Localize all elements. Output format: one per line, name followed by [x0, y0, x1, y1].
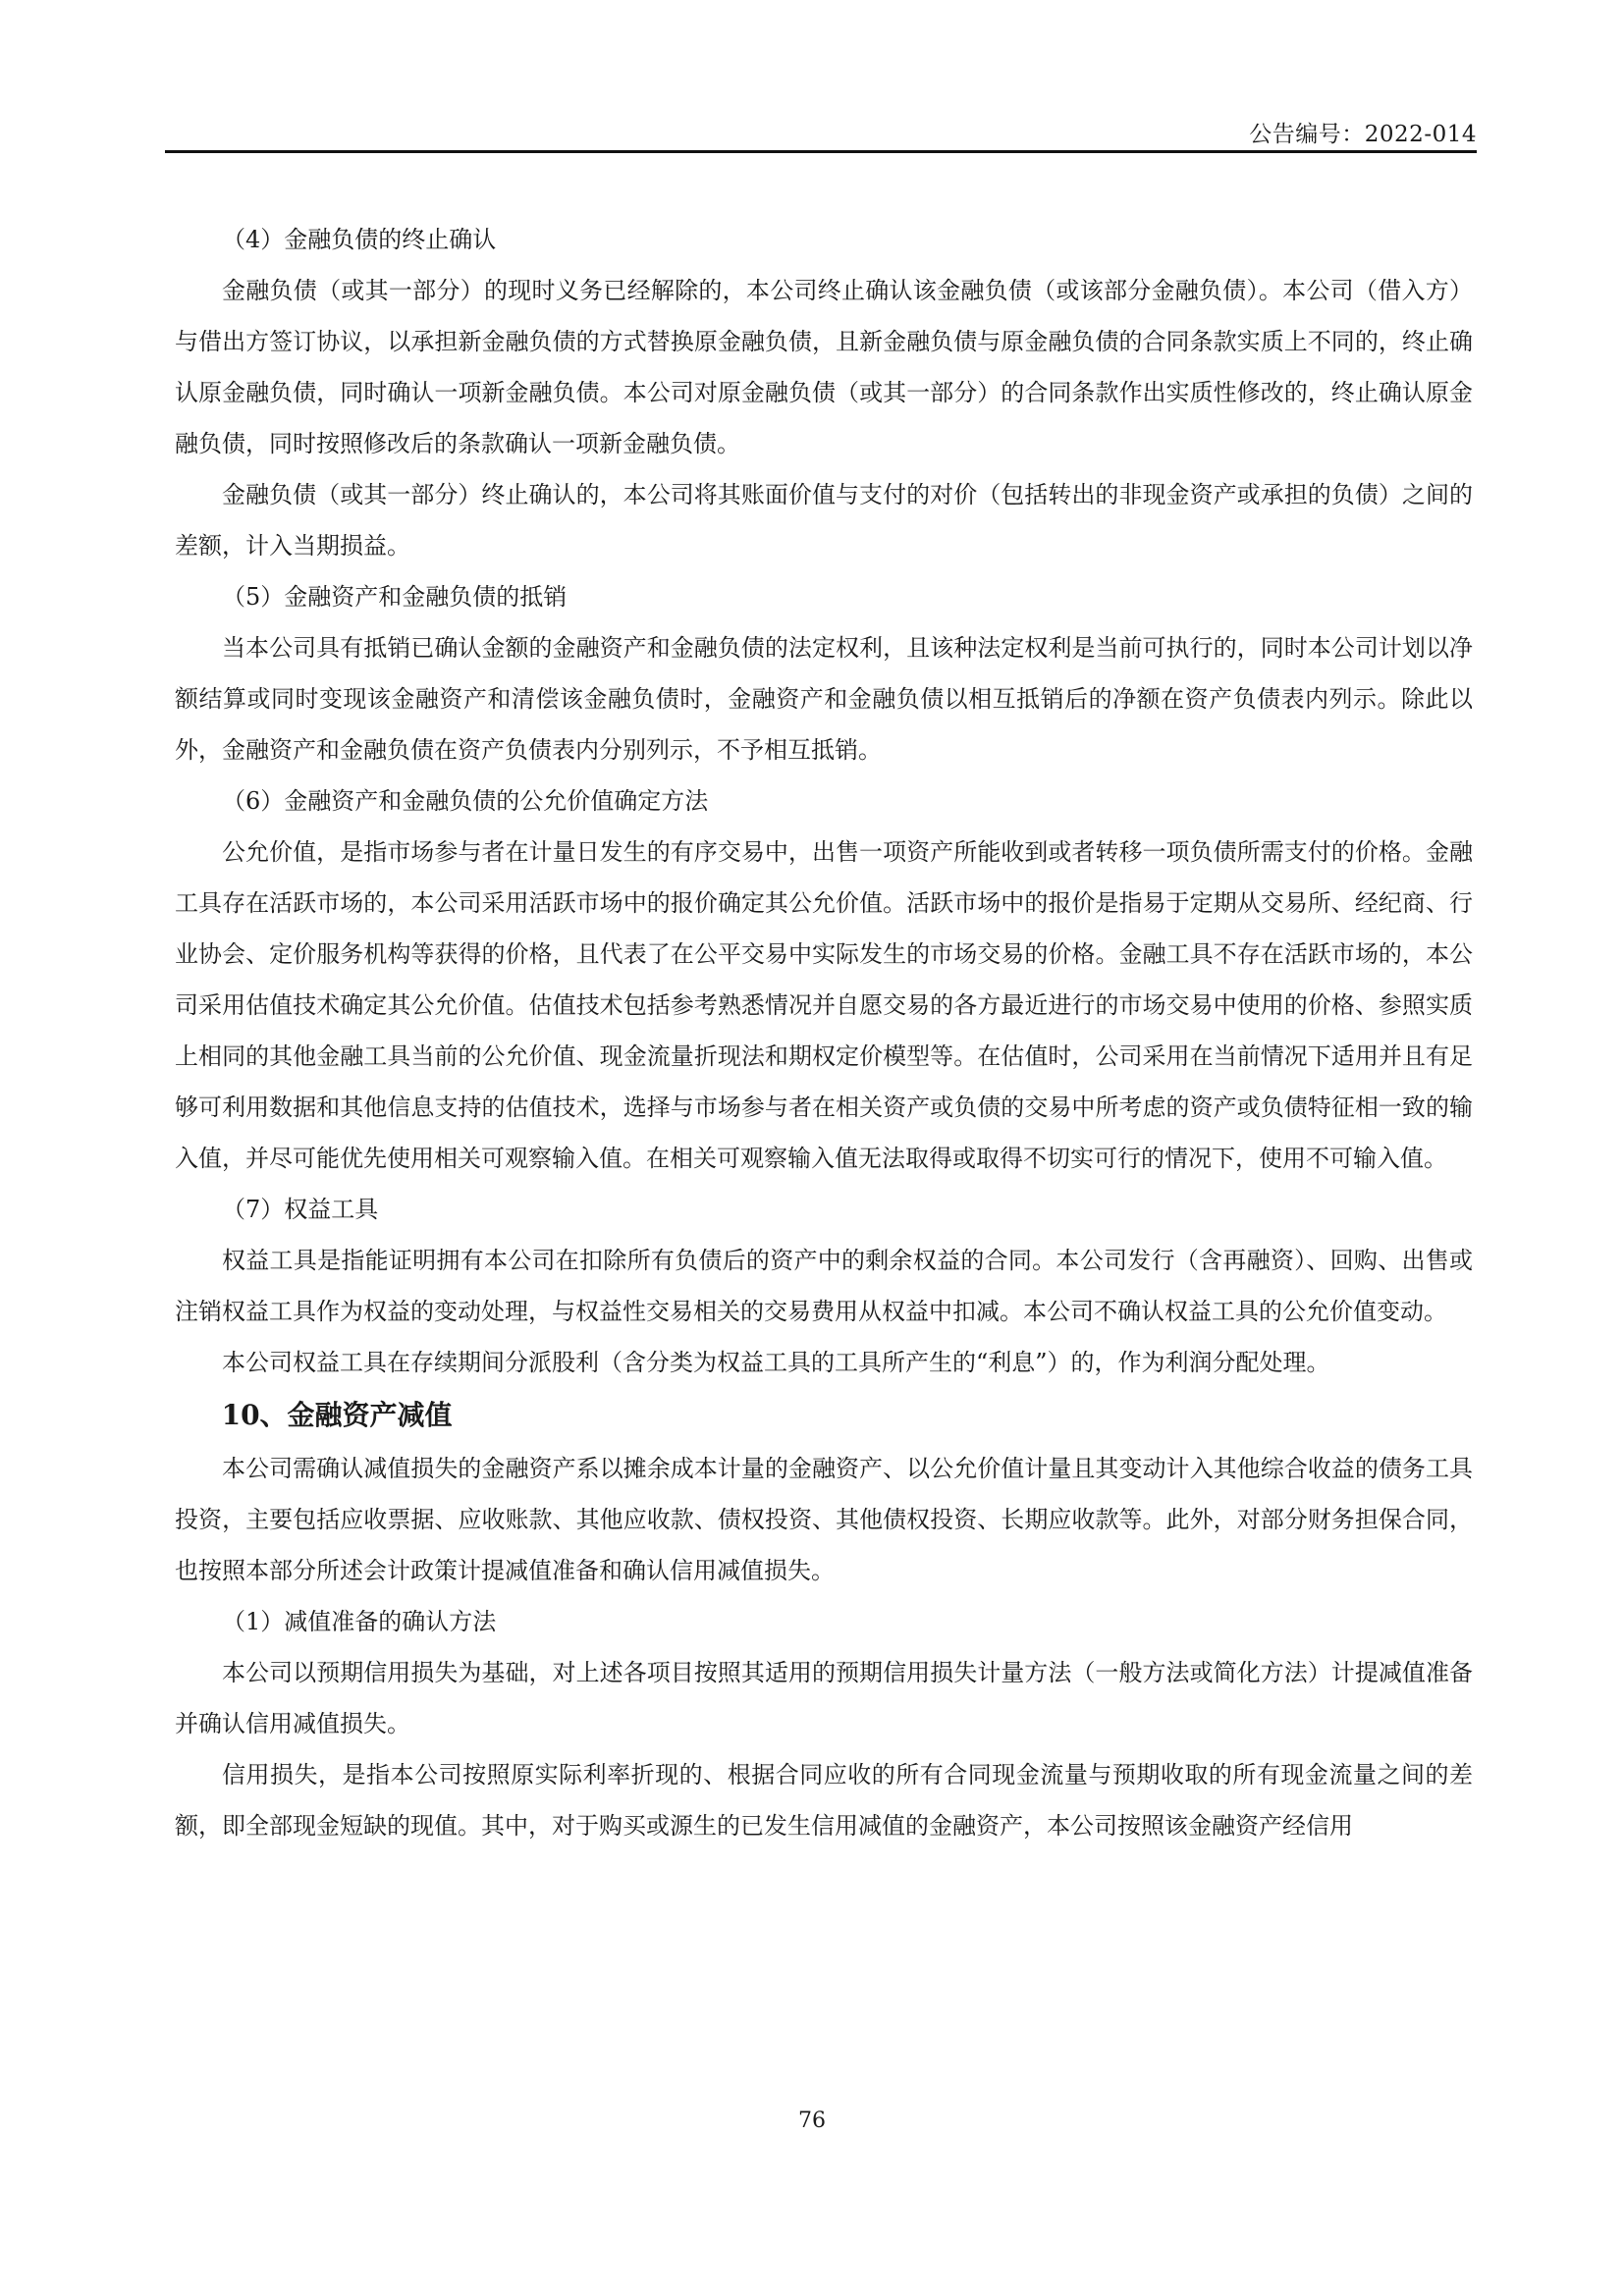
paragraph: 本公司权益工具在存续期间分派股利（含分类为权益工具的工具所产生的“利息”）的，作为利润分配处理。	[222, 1349, 1330, 1376]
section-heading: （7）权益工具	[222, 1196, 379, 1223]
paragraph: 权益工具是指能证明拥有本公司在扣除所有负债后的资产中的剩余权益的合同。本公司发行（含再融资）、回购、出售或注销权益工具作为权益的变动处理，与权益性交易相关的交易费用从权益中扣减。本公司不确认权益工具的公允价值变动。	[175, 1247, 1473, 1325]
paragraph: 本公司以预期信用损失为基础，对上述各项目按照其适用的预期信用损失计量方法（一般方法或简化方法）计提减值准备并确认信用减值损失。	[175, 1659, 1473, 1737]
notice-number: 公告编号：2022-014	[1249, 122, 1477, 147]
page-number: 76	[798, 2109, 826, 2133]
paragraph: 金融负债（或其一部分）终止确认的，本公司将其账面价值与支付的对价（包括转出的非现金资产或承担的负债）之间的差额，计入当期损益。	[175, 481, 1473, 560]
section-heading: （6）金融资产和金融负债的公允价值确定方法	[222, 787, 709, 815]
section-heading: （5）金融资产和金融负债的抵销	[222, 583, 568, 611]
paragraph: 当本公司具有抵销已确认金额的金融资产和金融负债的法定权利，且该种法定权利是当前可执行的，同时本公司计划以净额结算或同时变现该金融资产和清偿该金融负债时，金融资产和金融负债以相互抵销后的净额在资产负债表内列示。除此以外，金融资产和金融负债在资产负债表内分别列示，不予相互抵销。	[175, 634, 1473, 764]
section-heading: （1）减值准备的确认方法	[222, 1608, 497, 1635]
document-body	[175, 214, 1473, 1851]
paragraph: 信用损失，是指本公司按照原实际利率折现的、根据合同应收的所有合同现金流量与预期收取的所有现金流量之间的差额，即全部现金短缺的现值。其中，对于购买或源生的已发生信用减值的金融资产，本公司按照该金融资产经信用	[175, 1761, 1473, 1840]
paragraph: 金融负债（或其一部分）的现时义务已经解除的，本公司终止确认该金融负债（或该部分金融负债）。本公司（借入方）与借出方签订协议，以承担新金融负债的方式替换原金融负债，且新金融负债与原金融负债的合同条款实质上不同的，终止确认原金融负债，同时确认一项新金融负债。本公司对原金融负债（或其一部分）的合同条款作出实质性修改的，终止确认原金融负债，同时按照修改后的条款确认一项新金融负债。	[175, 277, 1473, 457]
chapter-heading: 10、金融资产减值	[221, 1399, 453, 1431]
paragraph: 公允价值，是指市场参与者在计量日发生的有序交易中，出售一项资产所能收到或者转移一项负债所需支付的价格。金融工具存在活跃市场的，本公司采用活跃市场中的报价确定其公允价值。活跃市场中的报价是指易于定期从交易所、经纪商、行业协会、定价服务机构等获得的价格，且代表了在公平交易中实际发生的市场交易的价格。金融工具不存在活跃市场的，本公司采用估值技术确定其公允价值。估值技术包括参考熟悉情况并自愿交易的各方最近进行的市场交易中使用的价格、参照实质上相同的其他金融工具当前的公允价值、现金流量折现法和期权定价模型等。在估值时，公司采用在当前情况下适用并且有足够可利用数据和其他信息支持的估值技术，选择与市场参与者在相关资产或负债的交易中所考虑的资产或负债特征相一致的输入值，并尽可能优先使用相关可观察输入值。在相关可观察输入值无法取得或取得不切实可行的情况下，使用不可输入值。	[175, 838, 1473, 1172]
section-heading: （4）金融负债的终止确认	[222, 226, 497, 253]
paragraph: 本公司需确认减值损失的金融资产系以摊余成本计量的金融资产、以公允价值计量且其变动计入其他综合收益的债务工具投资，主要包括应收票据、应收账款、其他应收款、债权投资、其他债权投资、长期应收款等。此外，对部分财务担保合同，也按照本部分所述会计政策计提减值准备和确认信用减值损失。	[175, 1455, 1473, 1584]
header-divider	[165, 150, 1477, 153]
